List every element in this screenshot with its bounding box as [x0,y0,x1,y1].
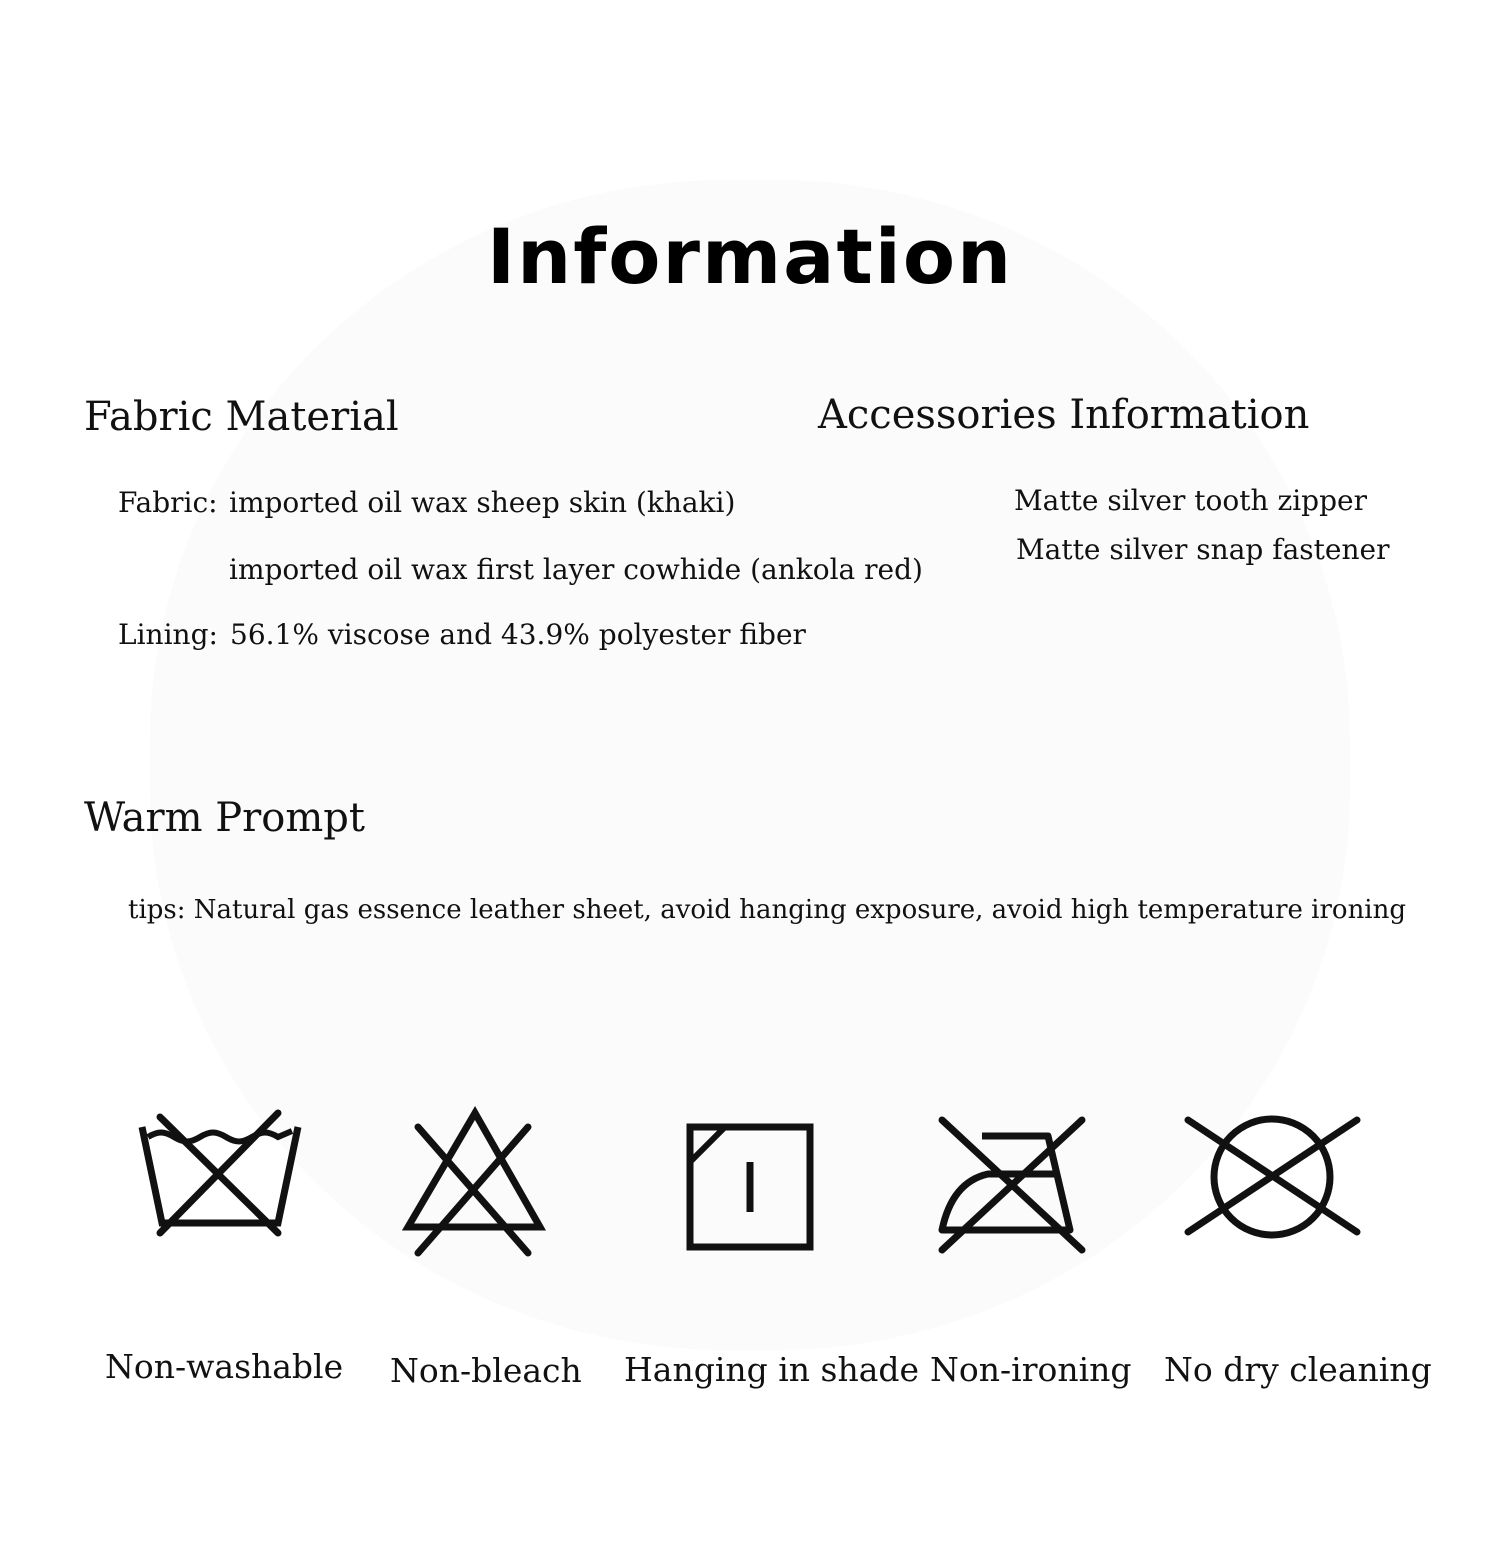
accessory-item-zipper: Matte silver tooth zipper [1014,484,1367,517]
hang-in-shade-icon [685,1122,815,1252]
care-label-non-bleach: Non-bleach [390,1351,582,1390]
no-bleach-icon [400,1105,550,1260]
care-label-no-dry-cleaning: No dry cleaning [1164,1350,1432,1389]
no-dry-clean-icon [1180,1112,1365,1242]
lining-value: 56.1% viscose and 43.9% polyester fiber [230,618,806,651]
accessory-item-snap: Matte silver snap fastener [1016,533,1390,566]
accessories-heading: Accessories Information [818,392,1310,438]
fabric-label: Fabric: [118,486,218,519]
warm-prompt-heading: Warm Prompt [84,795,365,841]
care-label-non-washable: Non-washable [105,1347,344,1386]
fabric-line-1: imported oil wax sheep skin (khaki) [229,486,736,519]
care-label-non-ironing: Non-ironing [930,1350,1132,1389]
fabric-heading: Fabric Material [84,394,399,440]
fabric-line-2: imported oil wax first layer cowhide (ankola red) [229,553,923,586]
page-title: Information [486,212,1014,301]
care-label-hanging-in-shade: Hanging in shade [624,1350,920,1389]
lining-label: Lining: [118,618,218,651]
no-iron-icon [930,1110,1095,1260]
no-wash-icon [130,1105,310,1245]
tips-text: tips: Natural gas essence leather sheet, avoid hanging exposure, avoid high temperature ironing [128,895,1407,925]
